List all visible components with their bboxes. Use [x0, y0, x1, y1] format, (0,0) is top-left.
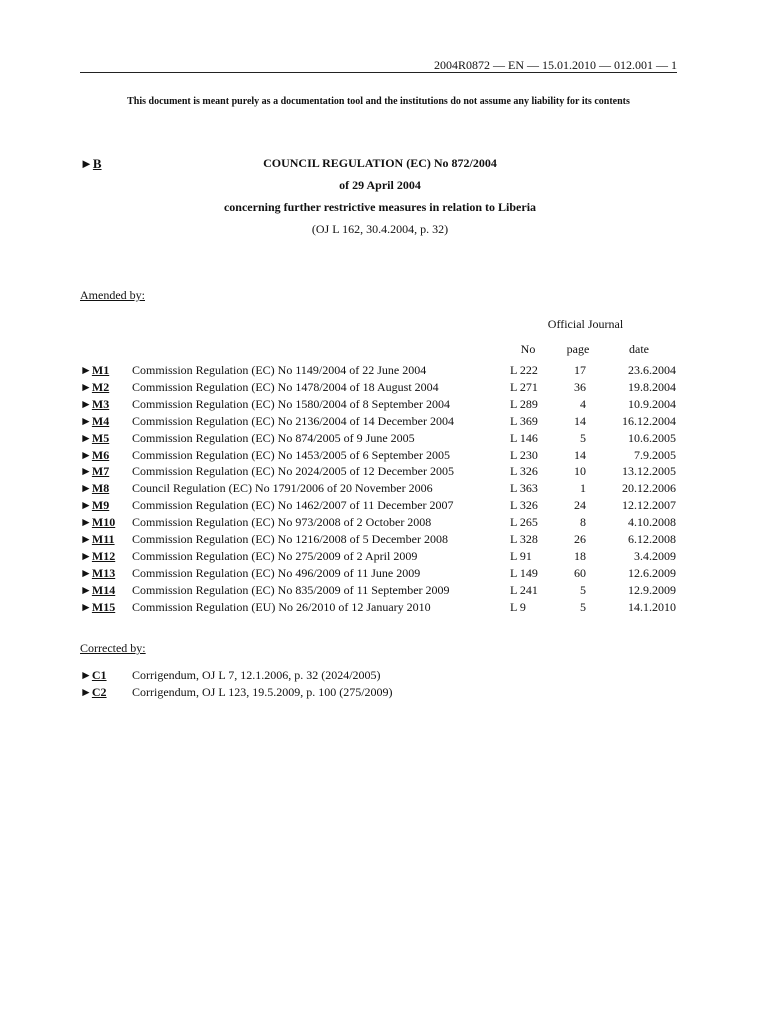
oj-date: 13.12.2005 [622, 464, 676, 479]
marker-arrow-icon: ► [80, 464, 92, 479]
oj-page: 24 [574, 498, 586, 513]
act-description: Commission Regulation (EU) No 26/2010 of 12 January 2010 [132, 599, 431, 614]
act-description: Commission Regulation (EC) No 2136/2004 of 14 December 2004 [132, 413, 454, 428]
amendment-row [80, 481, 680, 498]
marker-arrow-icon: ► [80, 156, 93, 171]
marker-label[interactable]: M7 [91, 464, 110, 479]
oj-page: 5 [580, 599, 586, 614]
oj-page: 10 [574, 464, 586, 479]
oj-page: 36 [574, 379, 586, 394]
regulation-date: of 29 April 2004 [339, 178, 421, 192]
marker-label[interactable]: C1 [91, 668, 107, 682]
disclaimer-text: This document is meant purely as a documentation tool and the institutions do not assume any liability for its contents [127, 96, 630, 107]
marker-arrow-icon: ► [80, 413, 92, 428]
oj-page: 17 [574, 363, 586, 377]
amendment-marker[interactable] [80, 668, 107, 683]
oj-number: L 9 [510, 599, 526, 614]
base-act-marker-label[interactable]: B [92, 156, 102, 171]
oj-number: L 369 [510, 413, 538, 428]
amendment-marker[interactable] [80, 566, 115, 581]
amendment-marker[interactable] [80, 414, 109, 429]
oj-number: L 328 [510, 532, 538, 546]
oj-number: L 271 [510, 379, 538, 394]
act-description: Council Regulation (EC) No 1791/2006 of 20 November 2006 [132, 481, 433, 496]
amendment-row [80, 583, 680, 600]
marker-arrow-icon: ► [80, 548, 92, 563]
corrected-by-label: Corrected by: [80, 641, 146, 655]
marker-label[interactable]: M4 [91, 413, 110, 428]
marker-label[interactable]: M2 [91, 379, 110, 394]
marker-label[interactable]: M14 [91, 582, 116, 597]
marker-label[interactable]: C2 [91, 684, 107, 699]
amendment-marker[interactable] [80, 515, 115, 530]
marker-arrow-icon: ► [80, 447, 92, 462]
act-description: Commission Regulation (EC) No 1580/2004 of 8 September 2004 [132, 396, 450, 411]
amendment-row [80, 464, 680, 481]
act-description: Commission Regulation (EC) No 275/2009 of 2 April 2009 [132, 548, 418, 563]
marker-label[interactable]: M5 [91, 430, 110, 445]
marker-label[interactable]: M11 [91, 532, 115, 546]
amendment-row [80, 380, 680, 397]
act-description: Commission Regulation (EC) No 1462/2007 of 11 December 2007 [132, 498, 454, 513]
amendment-marker[interactable] [80, 583, 115, 598]
oj-number: L 91 [510, 548, 532, 563]
amendment-marker[interactable] [80, 363, 109, 378]
amendment-row [80, 566, 680, 583]
act-description: Commission Regulation (EC) No 1216/2008 of 5 December 2008 [132, 532, 448, 546]
amendment-row [80, 431, 680, 448]
oj-date: 12.6.2009 [628, 565, 676, 580]
amendment-row [80, 397, 680, 414]
marker-label[interactable]: M3 [91, 396, 110, 411]
marker-arrow-icon: ► [80, 668, 92, 682]
amendment-marker[interactable] [80, 481, 109, 496]
oj-date: 7.9.2005 [634, 447, 676, 462]
act-description: Commission Regulation (EC) No 1149/2004 of 22 June 2004 [132, 363, 427, 377]
column-header-page: page [566, 342, 590, 356]
act-description: Commission Regulation (EC) No 874/2005 of 9 June 2005 [132, 430, 415, 445]
oj-number: L 326 [510, 464, 538, 479]
marker-arrow-icon: ► [80, 582, 92, 597]
amendment-marker[interactable] [80, 397, 109, 412]
base-act-marker[interactable] [80, 156, 102, 172]
oj-number: L 146 [510, 430, 538, 445]
oj-page: 1 [580, 481, 586, 496]
official-journal-column-group-header: Official Journal [547, 317, 624, 331]
oj-date: 12.9.2009 [628, 582, 676, 597]
amendment-row [80, 498, 680, 515]
oj-page: 14 [574, 413, 586, 428]
amendment-row [80, 363, 680, 380]
amendment-marker[interactable] [80, 600, 115, 615]
oj-date: 19.8.2004 [628, 379, 676, 394]
oj-number: L 363 [510, 481, 538, 496]
marker-arrow-icon: ► [80, 430, 92, 445]
amendment-marker[interactable] [80, 380, 109, 395]
regulation-title: COUNCIL REGULATION (EC) No 872/2004 [263, 156, 497, 170]
oj-date: 10.6.2005 [628, 430, 676, 445]
oj-page: 26 [574, 532, 586, 546]
oj-number: L 222 [510, 363, 538, 377]
marker-arrow-icon: ► [80, 481, 92, 496]
marker-label[interactable]: M12 [91, 548, 116, 563]
oj-number: L 230 [510, 447, 538, 462]
oj-page: 8 [580, 515, 586, 530]
oj-date: 12.12.2007 [622, 498, 676, 513]
amendment-marker[interactable] [80, 532, 115, 547]
amendment-row [80, 600, 680, 617]
marker-label[interactable]: M10 [91, 515, 116, 530]
amendment-row [80, 414, 680, 431]
marker-arrow-icon: ► [80, 599, 92, 614]
oj-date: 20.12.2006 [622, 481, 676, 496]
oj-date: 23.6.2004 [628, 363, 676, 377]
oj-number: L 289 [510, 396, 538, 411]
oj-date: 4.10.2008 [628, 515, 676, 530]
act-description: Commission Regulation (EC) No 2024/2005 of 12 December 2005 [132, 464, 454, 479]
oj-number: L 149 [510, 565, 538, 580]
marker-label[interactable]: M6 [91, 447, 110, 462]
marker-label[interactable]: M13 [91, 565, 116, 580]
act-description: Corrigendum, OJ L 123, 19.5.2009, p. 100 (275/2009) [132, 684, 393, 699]
amendment-marker[interactable] [80, 448, 109, 463]
amendment-row [80, 448, 680, 465]
oj-page: 60 [574, 565, 586, 580]
amendment-marker[interactable] [80, 464, 109, 479]
amendment-row [80, 515, 680, 532]
marker-arrow-icon: ► [80, 396, 92, 411]
marker-label[interactable]: M1 [91, 363, 110, 377]
act-description: Commission Regulation (EC) No 835/2009 of 11 September 2009 [132, 582, 450, 597]
marker-label[interactable]: M15 [91, 599, 116, 614]
corrigendum-row [80, 668, 680, 685]
marker-arrow-icon: ► [80, 565, 92, 580]
act-description: Commission Regulation (EC) No 973/2008 of 2 October 2008 [132, 515, 432, 530]
marker-arrow-icon: ► [80, 498, 92, 513]
oj-date: 6.12.2008 [628, 532, 676, 546]
column-header-no: No [520, 342, 536, 356]
amendment-row [80, 532, 680, 549]
amendment-row [80, 549, 680, 566]
oj-number: L 265 [510, 515, 538, 530]
oj-page: 14 [574, 447, 586, 462]
oj-page: 4 [580, 396, 586, 411]
oj-date: 16.12.2004 [622, 413, 676, 428]
amended-by-label: Amended by: [80, 288, 145, 302]
amendment-marker[interactable] [80, 498, 109, 513]
act-description: Commission Regulation (EC) No 1453/2005 of 6 September 2005 [132, 447, 450, 462]
act-description: Commission Regulation (EC) No 496/2009 of 11 June 2009 [132, 565, 421, 580]
corrigendum-row [80, 685, 680, 702]
marker-arrow-icon: ► [80, 363, 92, 377]
marker-arrow-icon: ► [80, 515, 92, 530]
oj-date: 10.9.2004 [628, 396, 676, 411]
oj-page: 5 [580, 582, 586, 597]
marker-arrow-icon: ► [80, 532, 92, 546]
header-rule [80, 72, 677, 73]
amendment-marker[interactable] [80, 431, 109, 446]
column-header-date: date [629, 342, 649, 356]
document-reference-header: 2004R0872 — EN — 15.01.2010 — 012.001 — 1 [434, 58, 677, 72]
amendment-marker[interactable] [80, 685, 107, 700]
marker-label[interactable]: M9 [91, 498, 110, 513]
marker-label[interactable]: M8 [91, 481, 110, 496]
oj-number: L 241 [510, 582, 538, 597]
oj-page: 5 [580, 430, 586, 445]
marker-arrow-icon: ► [80, 379, 92, 394]
oj-page: 18 [574, 548, 586, 563]
act-description: Commission Regulation (EC) No 1478/2004 of 18 August 2004 [132, 379, 439, 394]
marker-arrow-icon: ► [80, 684, 92, 699]
oj-date: 3.4.2009 [634, 548, 676, 563]
oj-number: L 326 [510, 498, 538, 513]
official-journal-reference: (OJ L 162, 30.4.2004, p. 32) [311, 222, 449, 236]
act-description: Corrigendum, OJ L 7, 12.1.2006, p. 32 (2024/2005) [132, 668, 381, 682]
oj-date: 14.1.2010 [628, 599, 676, 614]
regulation-subject: concerning further restrictive measures in relation to Liberia [223, 200, 537, 214]
amendment-marker[interactable] [80, 549, 115, 564]
